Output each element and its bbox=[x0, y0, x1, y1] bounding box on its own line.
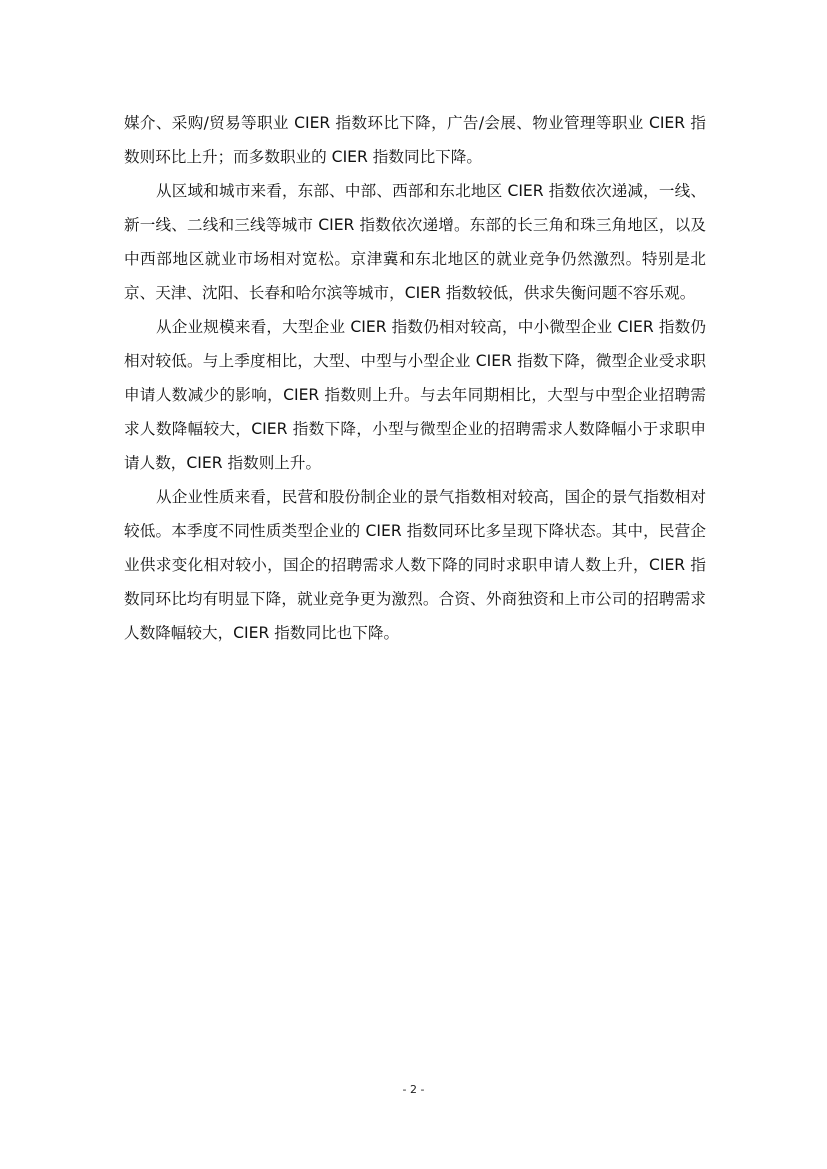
page-number: - 2 - bbox=[402, 1083, 425, 1096]
paragraph-occupations: 媒介、采购/贸易等职业 CIER 指数环比下降，广告/会展、物业管理等职业 CIER 指数则环比上升；而多数职业的 CIER 指数同比下降。 bbox=[124, 114, 706, 166]
paragraph-regions-cities: 从区域和城市来看，东部、中部、西部和东北地区 CIER 指数依次递减，一线、新一线、二线和三线等城市 CIER 指数依次递增。东部的长三角和珠三角地区，以及中西部地区就业市场相对宽松。京津冀和东北地区的就业竞争仍然激烈。特别是北京、天津、沈阳、长春和哈尔滨等城市，CIER 指数较低，供求失衡问题不容乐观。 bbox=[124, 182, 706, 302]
document-body bbox=[124, 106, 706, 650]
paragraph-enterprise-size: 从企业规模来看，大型企业 CIER 指数仍相对较高，中小微型企业 CIER 指数仍相对较低。与上季度相比，大型、中型与小型企业 CIER 指数下降，微型企业受求职申请人数减少的影响，CIER 指数则上升。与去年同期相比，大型与中型企业招聘需求人数降幅较大，CIER 指数下降，小型与微型企业的招聘需求人数降幅小于求职申请人数，CIER 指数则上升。 bbox=[124, 318, 706, 472]
paragraph-enterprise-nature: 从企业性质来看，民营和股份制企业的景气指数相对较高，国企的景气指数相对较低。本季度不同性质类型企业的 CIER 指数同环比多呈现下降状态。其中，民营企业供求变化相对较小，国企的招聘需求人数下降的同时求职申请人数上升，CIER 指数同环比均有明显下降，就业竞争更为激烈。合资、外商独资和上市公司的招聘需求人数降幅较大，CIER 指数同比也下降。 bbox=[124, 488, 706, 642]
